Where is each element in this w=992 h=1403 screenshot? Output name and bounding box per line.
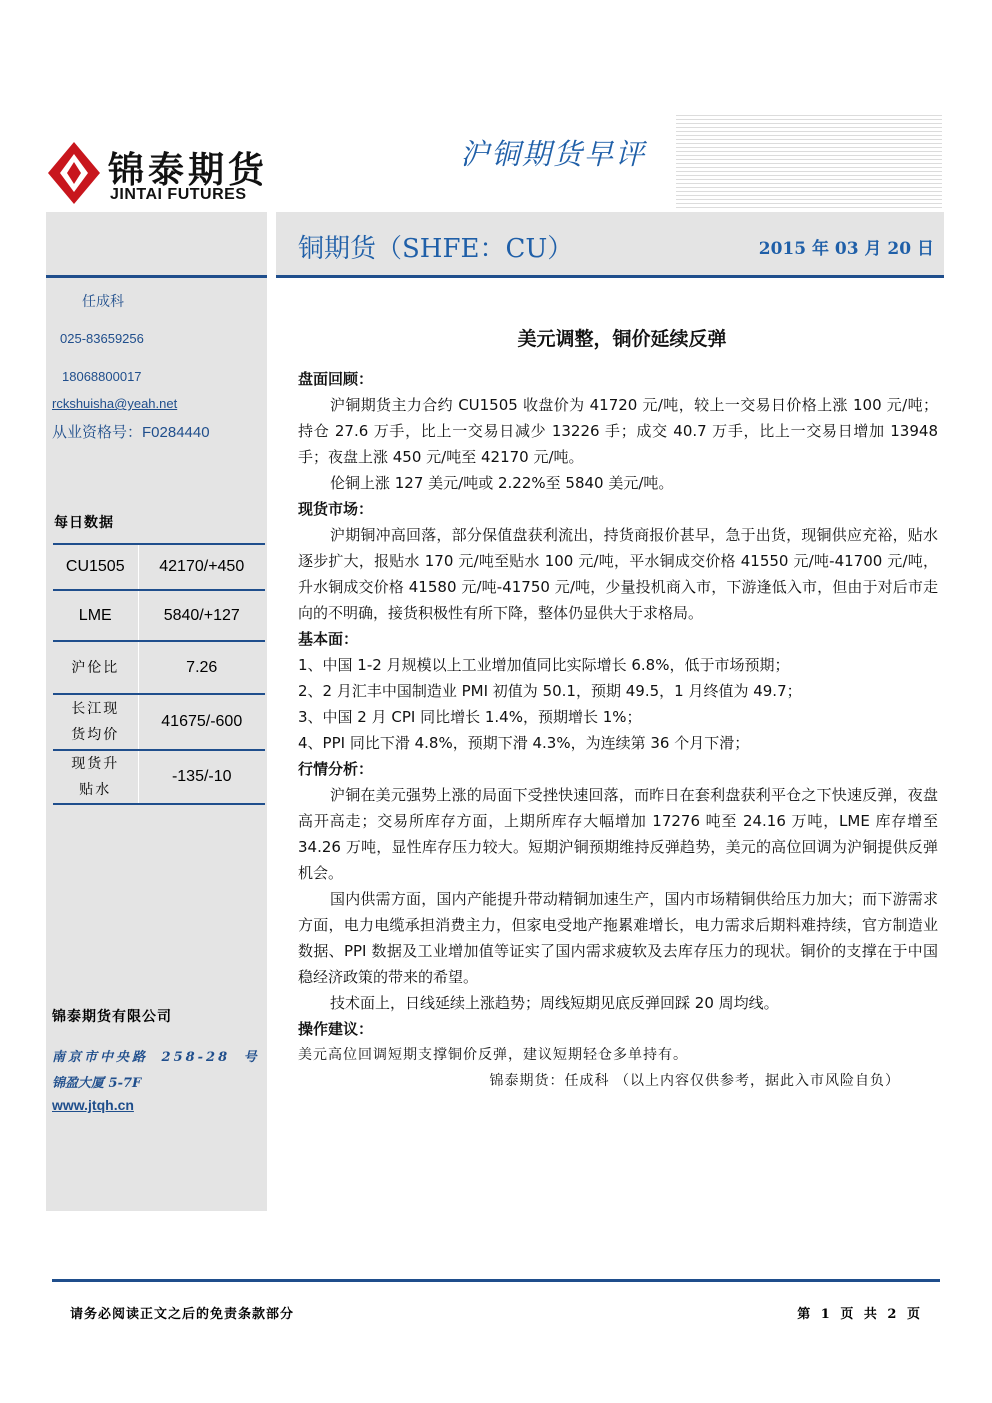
company-website-link[interactable]: www.jtqh.cn <box>52 1097 134 1113</box>
footer-divider <box>52 1279 940 1282</box>
table-row <box>53 694 265 750</box>
logo-chinese-name: 锦泰期货 <box>108 149 269 191</box>
paragraph: 沪铜在美元强势上涨的局面下受挫快速回落，而昨日在套利盘获利平仓之下快速反弹，夜盘高开高走；交易所库存方面，上期所库存大幅增加 17276 吨至 24.16 万吨，LME 库存增至 34.26 万吨，显性库存压力较大。短期沪铜预期维持反弹趋势，美元的高位回调为沪铜提供反弹机会。 <box>298 786 938 882</box>
section-title-analysis: 行情分析： <box>298 760 374 778</box>
section-title-fundamentals: 基本面： <box>298 630 359 648</box>
paragraph: 国内供需方面，国内产能提升带动精铜加速生产，国内市场精铜供给压力加大；而下游需求方面，电力电缆承担消费主力，但家电受地产拖累难增长，电力需求后期料难持续，官方制造业数据、PPI 数据及工业增加值等证实了国内需求疲软及去库存压力的现状。铜价的支撑在于中国稳经济政策的带来的希望。 <box>298 890 938 986</box>
company-building: 锦盈大厦 5-7F <box>52 1076 142 1091</box>
table-row <box>53 641 265 694</box>
table-row <box>53 590 265 641</box>
analyst-certificate: 从业资格号：F0284440 <box>52 424 210 441</box>
paragraph: 沪期铜冲高回落，部分保值盘获利流出，持货商报价甚早，急于出货，现铜供应充裕，贴水逐步扩大，报贴水 170 元/吨至贴水 100 元/吨，平水铜成交价格 41550 元/吨-41700 元/吨，升水铜成交价格 41580 元/吨-41750 元/吨，少量投机商入市，下游逢低入市，但由于对后市走向的不明确，接货积极性有所下降，整体仍显供大于求格局。 <box>298 526 938 622</box>
list-item: 3、中国 2 月 CPI 同比增长 1.4%，预期增长 1%； <box>298 708 642 726</box>
product-bar <box>276 212 944 278</box>
paragraph: 伦铜上涨 127 美元/吨或 2.22%至 5840 美元/吨。 <box>330 474 674 492</box>
section-title-spot-market: 现货市场： <box>298 500 374 518</box>
table-row <box>53 750 265 804</box>
analyst-mobile: 18068800017 <box>62 369 142 384</box>
analyst-phone: 025-83659256 <box>60 331 144 346</box>
analyst-email-link[interactable]: rckshuisha@yeah.net <box>52 396 178 411</box>
data-label: CU1505 <box>53 544 138 590</box>
daily-data-table <box>53 543 265 805</box>
data-label-text: 现货升贴水 <box>71 756 120 798</box>
product-bar-divider <box>276 275 944 278</box>
jintai-diamond-logo-icon <box>46 140 102 206</box>
paragraph: 技术面上，日线延续上涨趋势；周线短期见底反弹回踩 20 周均线。 <box>330 994 779 1012</box>
data-label <box>53 750 138 804</box>
paragraph: 沪铜期货主力合约 CU1505 收盘价为 41720 元/吨，较上一交易日价格上涨 100 元/吨；持仓 27.6 万手，比上一交易日减少 13226 手；成交 40.7 万手，比上一交易日增加 13948 手；夜盘上涨 450 元/吨至 42170 元/吨。 <box>298 396 938 466</box>
product-title: 铜期货（SHFE：CU） <box>298 234 574 264</box>
data-value: 41675/-600 <box>161 713 243 730</box>
data-value: 5840/+127 <box>163 606 240 624</box>
report-title: 沪铜期货早评 <box>456 132 656 173</box>
report-date: 2015 年 03 月 20 日 <box>758 239 934 259</box>
sidebar-divider <box>46 275 267 278</box>
footer-disclaimer: 请务必阅读正文之后的免责条款部分 <box>70 1307 295 1322</box>
analyst-name: 任成科 <box>82 293 124 309</box>
report-body <box>298 324 938 1094</box>
daily-data-title: 每日数据 <box>54 515 114 531</box>
list-item: 1、中国 1-2 月规模以上工业增加值同比实际增长 6.8%，低于市场预期； <box>298 656 790 674</box>
report-headline: 美元调整，铜价延续反弹 <box>517 328 727 350</box>
data-value: 42170/+450 <box>159 558 245 575</box>
advice-text: 美元高位回调短期支撑铜价反弹，建议短期轻仓多单持有。 <box>298 1047 688 1063</box>
list-item: 4、PPI 同比下滑 4.8%，预期下滑 4.3%，为连续第 36 个月下滑； <box>298 734 750 752</box>
data-value: 7.26 <box>186 658 218 676</box>
data-label <box>53 694 138 750</box>
company-name: 锦泰期货有限公司 <box>52 1009 172 1025</box>
section-title-market-review: 盘面回顾： <box>298 370 374 388</box>
logo-english-name: JINTAI FUTURES <box>110 186 247 203</box>
page-number: 第 1 页 共 2 页 <box>797 1307 920 1322</box>
table-row <box>53 544 265 590</box>
company-logo <box>46 140 276 210</box>
list-item: 2、2 月汇丰中国制造业 PMI 初值为 50.1，预期 49.5，1 月终值为 49.7； <box>298 682 802 700</box>
section-title-advice: 操作建议： <box>298 1020 374 1038</box>
report-signoff: 锦泰期货：任成科 （以上内容仅供参考，据此入市风险自负） <box>489 1073 900 1089</box>
data-label-text: 长江现货均价 <box>71 701 120 743</box>
data-label: LME <box>53 590 138 641</box>
header-stripe-decoration <box>676 115 942 209</box>
company-address: 南京市中央路 258-28 号 <box>52 1050 260 1065</box>
data-label: 沪伦比 <box>53 641 138 694</box>
data-value: -135/-10 <box>171 768 232 785</box>
